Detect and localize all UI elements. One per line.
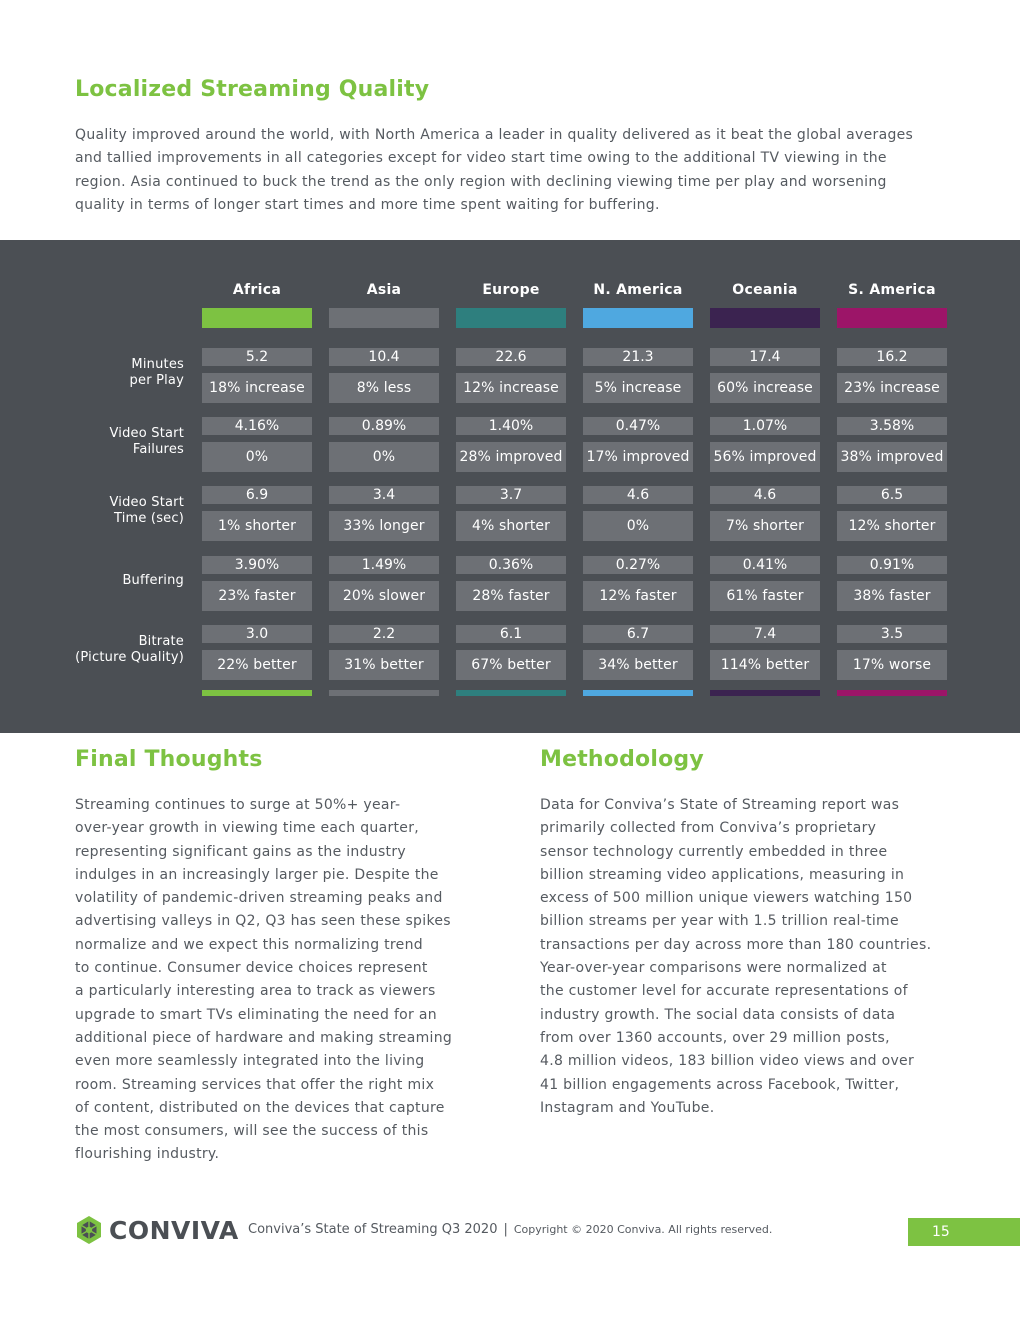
metric-value: 1.40% (456, 417, 566, 435)
metric-change: 5% increase (583, 373, 693, 403)
metric-change: 114% better (710, 650, 820, 680)
metric-value: 6.5 (837, 486, 947, 504)
metric-value: 22.6 (456, 348, 566, 366)
metric-value: 0.27% (583, 556, 693, 574)
section-title-localized: Localized Streaming Quality (75, 77, 430, 102)
metric-change: 23% faster (202, 581, 312, 611)
region-color-bar-asia (329, 308, 439, 328)
localized-paragraph (75, 124, 965, 217)
metric-change: 34% better (583, 650, 693, 680)
metric-change: 56% improved (710, 442, 820, 472)
final-thoughts-line: room. Streaming services that offer the right mix (75, 1076, 435, 1093)
row-label (4, 426, 184, 458)
metric-change: 28% improved (456, 442, 566, 472)
methodology-line: billion streaming video applications, measuring in (540, 866, 905, 883)
metric-change: 7% shorter (710, 511, 820, 541)
methodology-line: industry growth. The social data consists of data (540, 1006, 896, 1023)
metric-value: 21.3 (583, 348, 693, 366)
row-label-line: Video Start (109, 495, 184, 510)
region-bottom-bar-africa (202, 690, 312, 696)
metric-value: 6.1 (456, 625, 566, 643)
methodology-line: Data for Conviva’s State of Streaming report was (540, 797, 900, 813)
metric-change: 8% less (329, 373, 439, 403)
metric-change: 0% (583, 511, 693, 541)
metric-change: 12% increase (456, 373, 566, 403)
region-bottom-bar-europe (456, 690, 566, 696)
metric-value: 7.4 (710, 625, 820, 643)
metric-change: 17% worse (837, 650, 947, 680)
page-number: 15 (908, 1218, 1020, 1246)
final-thoughts-line: Streaming continues to surge at 50%+ year- (75, 797, 401, 813)
methodology-line: sensor technology currently embedded in three (540, 843, 888, 860)
row-label-line: Video Start (109, 426, 184, 441)
metric-change: 12% faster (583, 581, 693, 611)
row-label-line: Failures (132, 442, 184, 457)
metric-value: 3.4 (329, 486, 439, 504)
methodology-line: primarily collected from Conviva’s proprietary (540, 820, 877, 837)
region-bottom-bar-n-america (583, 690, 693, 696)
section-title-methodology: Methodology (540, 747, 704, 772)
final-thoughts-line: normalize and we expect this normalizing trend (75, 936, 423, 953)
footer-separator: | (503, 1222, 508, 1237)
localized-line: quality in terms of longer start times and more time spent waiting for buffering. (75, 196, 660, 213)
metric-change: 38% improved (837, 442, 947, 472)
footer-copyright: Copyright © 2020 Conviva. All rights reserved. (513, 1223, 773, 1236)
methodology-line: Instagram and YouTube. (540, 1099, 715, 1116)
row-label (4, 357, 184, 389)
methodology-line: from over 1360 accounts, over 29 million posts, (540, 1029, 890, 1046)
region-header-asia: Asia (366, 282, 402, 298)
final-thoughts-line: to continue. Consumer device choices represent (75, 960, 428, 977)
region-bottom-bar-s-america (837, 690, 947, 696)
methodology-line: Year-over-year comparisons were normalized at (540, 960, 887, 977)
row-label-line: (Picture Quality) (75, 650, 184, 665)
regional-quality-table (0, 240, 1020, 733)
row-label-line: Time (sec) (113, 511, 184, 526)
footer-report-title: Conviva’s State of Streaming Q3 2020 (248, 1222, 498, 1237)
metric-change: 23% increase (837, 373, 947, 403)
final-thoughts-line: indulges in an increasingly larger pie. Despite the (75, 866, 439, 883)
metric-change: 38% faster (837, 581, 947, 611)
metric-change: 1% shorter (202, 511, 312, 541)
metric-change: 4% shorter (456, 511, 566, 541)
metric-value: 3.0 (202, 625, 312, 643)
metric-value: 1.07% (710, 417, 820, 435)
metric-value: 16.2 (837, 348, 947, 366)
metric-change: 60% increase (710, 373, 820, 403)
metric-change: 17% improved (583, 442, 693, 472)
metric-value: 3.90% (202, 556, 312, 574)
metric-value: 0.47% (583, 417, 693, 435)
methodology-line: excess of 500 million unique viewers watching 150 (540, 890, 913, 907)
localized-line: region. Asia continued to buck the trend as the only region with declining viewing time per play and worsening (75, 173, 887, 190)
final-thoughts-line: over-year growth in viewing time each quarter, (75, 820, 420, 837)
metric-change: 33% longer (329, 511, 439, 541)
metric-change: 0% (202, 442, 312, 472)
methodology-line: 4.8 million videos, 183 billion video views and over (540, 1053, 915, 1070)
metric-value: 0.41% (710, 556, 820, 574)
metric-change: 31% better (329, 650, 439, 680)
conviva-logo (75, 1213, 239, 1247)
metric-value: 4.6 (710, 486, 820, 504)
region-header-oceania: Oceania (732, 282, 798, 298)
final-thoughts-line: upgrade to smart TVs eliminating the need for an (75, 1006, 437, 1023)
region-color-bar-europe (456, 308, 566, 328)
metric-change: 61% faster (710, 581, 820, 611)
metric-value: 3.5 (837, 625, 947, 643)
row-label-line: Bitrate (138, 634, 184, 649)
region-header-s-america: S. America (848, 282, 936, 298)
metric-value: 6.9 (202, 486, 312, 504)
conviva-logo-text: CONVIVA (109, 1215, 239, 1245)
metric-value: 2.2 (329, 625, 439, 643)
methodology-line: 41 billion engagements across Facebook, Twitter, (540, 1076, 900, 1093)
metric-change: 12% shorter (837, 511, 947, 541)
metric-value: 0.89% (329, 417, 439, 435)
methodology-line: the customer level for accurate representations of (540, 983, 908, 1000)
metric-value: 3.58% (837, 417, 947, 435)
metric-value: 1.49% (329, 556, 439, 574)
final-thoughts-line: representing significant gains as the industry (75, 843, 406, 860)
metric-change: 20% slower (329, 581, 439, 611)
localized-line: Quality improved around the world, with North America a leader in quality delivered as it beat the global averages (75, 127, 914, 143)
metric-value: 17.4 (710, 348, 820, 366)
region-color-bar-africa (202, 308, 312, 328)
metric-value: 10.4 (329, 348, 439, 366)
final-thoughts-line: volatility of pandemic-driven streaming peaks and (75, 890, 443, 907)
conviva-logo-icon (75, 1215, 103, 1245)
region-color-bar-n-america (583, 308, 693, 328)
region-header-europe: Europe (482, 282, 540, 298)
section-title-final-thoughts: Final Thoughts (75, 747, 263, 772)
row-label-line: Buffering (122, 573, 184, 588)
metric-value: 5.2 (202, 348, 312, 366)
final-thoughts-paragraph (75, 794, 495, 1167)
region-header-n-america: N. America (593, 282, 683, 298)
row-label (4, 495, 184, 527)
row-label (4, 573, 184, 589)
metric-value: 4.6 (583, 486, 693, 504)
metric-change: 67% better (456, 650, 566, 680)
metric-value: 4.16% (202, 417, 312, 435)
final-thoughts-line: additional piece of hardware and making streaming (75, 1029, 453, 1046)
final-thoughts-line: the most consumers, will see the success of this (75, 1123, 429, 1140)
localized-line: and tallied improvements in all categories except for video start time owing to the additional TV viewing in the (75, 150, 887, 167)
metric-change: 0% (329, 442, 439, 472)
final-thoughts-line: a particularly interesting area to track as viewers (75, 983, 436, 1000)
final-thoughts-line: of content, distributed on the devices that capture (75, 1099, 445, 1116)
region-color-bar-s-america (837, 308, 947, 328)
metric-change: 28% faster (456, 581, 566, 611)
metric-value: 0.36% (456, 556, 566, 574)
methodology-line: transactions per day across more than 180 countries. (540, 936, 932, 953)
region-color-bar-oceania (710, 308, 820, 328)
methodology-line: billion streams per year with 1.5 trillion real-time (540, 913, 899, 930)
metric-change: 22% better (202, 650, 312, 680)
metric-value: 3.7 (456, 486, 566, 504)
footer-text (248, 1222, 772, 1237)
final-thoughts-line: even more seamlessly integrated into the living (75, 1053, 425, 1070)
row-label (4, 634, 184, 666)
metric-change: 18% increase (202, 373, 312, 403)
row-label-line: Minutes (131, 357, 184, 372)
region-bottom-bar-oceania (710, 690, 820, 696)
metric-value: 0.91% (837, 556, 947, 574)
final-thoughts-line: advertising valleys in Q2, Q3 has seen these spikes (75, 913, 451, 930)
methodology-paragraph (540, 794, 970, 1120)
final-thoughts-line: flourishing industry. (75, 1146, 220, 1163)
row-label-line: per Play (129, 373, 184, 388)
region-header-africa: Africa (232, 282, 282, 298)
metric-value: 6.7 (583, 625, 693, 643)
region-bottom-bar-asia (329, 690, 439, 696)
